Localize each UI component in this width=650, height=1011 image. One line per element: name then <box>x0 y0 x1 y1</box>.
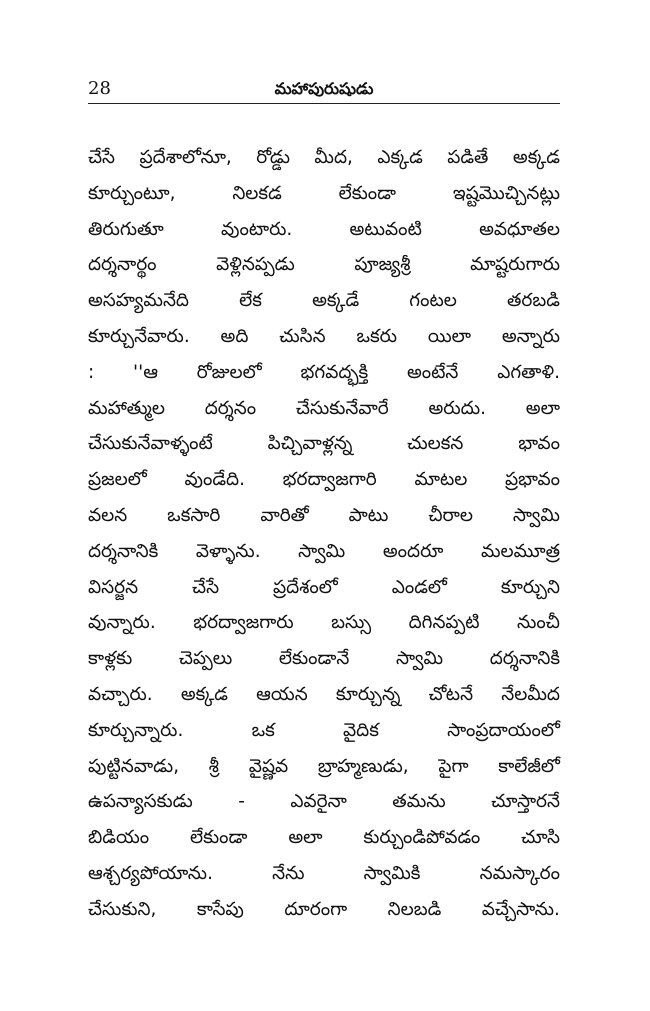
word: చేసే <box>88 147 116 168</box>
word: మహాత్ముల <box>88 397 165 419</box>
text-line <box>88 570 560 606</box>
word: వచ్చారు. <box>88 683 153 705</box>
text-line <box>88 605 560 641</box>
word: చూసి <box>521 827 560 849</box>
word: చూస్తారనే <box>491 791 560 813</box>
word: బిడియం <box>88 827 150 849</box>
text-line <box>88 498 560 534</box>
word: చేసుకుని, <box>88 898 157 920</box>
text-line <box>88 140 560 176</box>
text-line <box>88 247 560 283</box>
word: స్వామి <box>512 504 560 526</box>
word: అంటేనే <box>406 361 459 383</box>
word: లేకుండా <box>338 182 397 204</box>
word: స్వామి <box>395 648 444 670</box>
word: రోడ్డు <box>256 147 290 168</box>
word: ఒకరు <box>356 325 398 347</box>
text-line <box>88 176 560 212</box>
word: నిలబడి <box>387 898 442 920</box>
word: వలన <box>88 504 128 526</box>
word: పడితే <box>447 147 489 168</box>
body-paragraph <box>88 140 560 928</box>
word: అక్కడే <box>312 290 360 312</box>
word: అలా <box>288 827 323 849</box>
word: అక్కడ <box>512 147 560 168</box>
word: కూర్చుని <box>500 576 560 598</box>
page-number: 28 <box>88 78 111 99</box>
word: అసహ్యమనేది <box>88 290 189 312</box>
word: అవధూతల <box>479 218 560 240</box>
text-line <box>88 426 560 462</box>
word: నిలకడ <box>232 182 282 204</box>
text-line <box>88 784 560 820</box>
word: అందరూ <box>382 540 444 562</box>
word: అటువంటి <box>349 218 422 240</box>
word: కాలేజీలో <box>498 755 560 777</box>
word: లేక <box>239 290 262 312</box>
text-line <box>88 892 560 928</box>
word: వైదిక <box>343 719 379 741</box>
word: భావం <box>518 433 560 455</box>
word: భగవద్భక్తి <box>300 361 369 383</box>
word: బ్రాహ్మణుడు, <box>317 755 409 777</box>
word: వుండేది. <box>184 469 245 491</box>
word: చీరాల <box>428 504 473 526</box>
text-line <box>88 749 560 785</box>
word: నేను <box>272 862 305 884</box>
word: చేసుకునేవాళ్ళంటే <box>88 433 213 455</box>
word: ఇష్టమొచ్చినట్లు <box>452 182 560 204</box>
word: కూర్చున్న <box>335 683 401 705</box>
word: కూర్చున్నారు. <box>88 719 184 741</box>
word: చేసే <box>192 576 220 598</box>
text-line <box>88 713 560 749</box>
word: చులకన <box>407 433 464 455</box>
word: ప్రదేశంలో <box>272 576 338 598</box>
word: ఉపన్యాసకుడు <box>88 791 193 813</box>
text-line <box>88 283 560 319</box>
word: నేలమీద <box>501 683 560 705</box>
word: ప్రభావం <box>505 469 560 491</box>
word: స్వామి <box>298 540 346 562</box>
word: రోజులలో <box>196 361 262 383</box>
word: తమను <box>392 791 446 813</box>
text-line <box>88 856 560 892</box>
word: మలమూత్ర <box>480 540 560 562</box>
word: వుంటారు. <box>221 218 293 240</box>
word: ఆశ్చర్యపోయాను. <box>88 862 213 884</box>
text-line <box>88 534 560 570</box>
word: దూరంగా <box>284 898 348 920</box>
word: ఒక <box>251 719 275 741</box>
word: పుట్టినవాడు, <box>88 755 180 777</box>
word: కూర్చుంటూ, <box>88 182 176 204</box>
word: ఒకసారి <box>167 504 221 526</box>
word: ఎగతాళి. <box>497 361 560 383</box>
word: సాంప్రదాయంలో <box>447 719 560 741</box>
text-line <box>88 319 560 355</box>
word: ఎండలో <box>391 576 447 598</box>
text-line <box>88 820 560 856</box>
text-line <box>88 641 560 677</box>
word: అది <box>220 325 249 347</box>
word: కుర్చుండిపోవడం <box>363 827 481 849</box>
word: ఎవరైనా <box>290 791 347 813</box>
word: దిగినప్పటి <box>408 612 480 634</box>
header-divider <box>88 103 560 104</box>
word: దర్శనానికి <box>88 540 159 562</box>
word: లేకుండా <box>190 827 248 849</box>
word: కాళ్లకు <box>88 648 133 670</box>
word: వెళ్ళాను. <box>195 540 261 562</box>
word: పాటు <box>348 504 389 526</box>
word: తరబడి <box>507 290 560 312</box>
word: వైష్ణవ <box>248 755 289 777</box>
word: ప్రజలలో <box>88 469 147 491</box>
word: చుసిన <box>279 325 326 347</box>
word: కాసేపు <box>196 898 244 920</box>
word: స్వామికి <box>363 862 421 884</box>
word: వెళ్లినప్పడు <box>216 254 295 276</box>
word: విసర్జన <box>88 576 139 598</box>
word: నుంచీ <box>517 612 560 634</box>
word: ఎక్కడ <box>377 147 423 168</box>
text-line <box>88 212 560 248</box>
running-title: మహాపురుషుడు <box>274 79 374 98</box>
word: చోటనే <box>428 683 474 705</box>
word: చెప్పలు <box>178 648 233 670</box>
word: వారితో <box>260 504 309 526</box>
word: లేకుండానే <box>278 648 350 670</box>
page-header <box>88 76 560 102</box>
word: అన్నారు <box>501 325 560 347</box>
word: తిరుగుతూ <box>88 218 164 240</box>
word: - <box>238 791 245 813</box>
text-line <box>88 355 560 391</box>
word: బస్సు <box>331 612 372 634</box>
word: ప్రదేశాలోనూ, <box>139 147 232 168</box>
word: ఆయన <box>256 683 308 705</box>
word: శ్రీ <box>208 755 219 777</box>
word: చేసుకునేవారే <box>295 397 389 419</box>
word: గంటల <box>409 290 457 312</box>
word: అలా <box>525 397 560 419</box>
text-line <box>88 391 560 427</box>
word: నమస్కారం <box>479 862 560 884</box>
word: భరద్వాజగారు <box>193 612 294 634</box>
word: ''ఆ <box>133 361 158 383</box>
word: కూర్చునేవారు. <box>88 325 190 347</box>
word: : <box>88 361 95 383</box>
text-line <box>88 462 560 498</box>
word: వచ్చేసాను. <box>481 898 560 920</box>
word: పిచ్చివాళ్లన్న <box>267 433 353 455</box>
word: అక్కడ <box>180 683 228 705</box>
word: యిలా <box>427 325 472 347</box>
word: అరుదు. <box>428 397 487 419</box>
word: మాటల <box>414 469 468 491</box>
word: వున్నారు. <box>88 612 156 634</box>
text-line <box>88 677 560 713</box>
word: దర్శనం <box>204 397 257 419</box>
word: దర్శనార్థం <box>88 254 157 276</box>
word: మాష్టరుగారు <box>470 254 560 276</box>
word: మీద, <box>314 147 353 168</box>
word: భరద్వాజగారి <box>282 469 377 491</box>
word: పూజ్యశ్రీ <box>354 254 411 276</box>
word: పైగా <box>438 755 469 777</box>
word: దర్శనానికి <box>489 648 560 670</box>
